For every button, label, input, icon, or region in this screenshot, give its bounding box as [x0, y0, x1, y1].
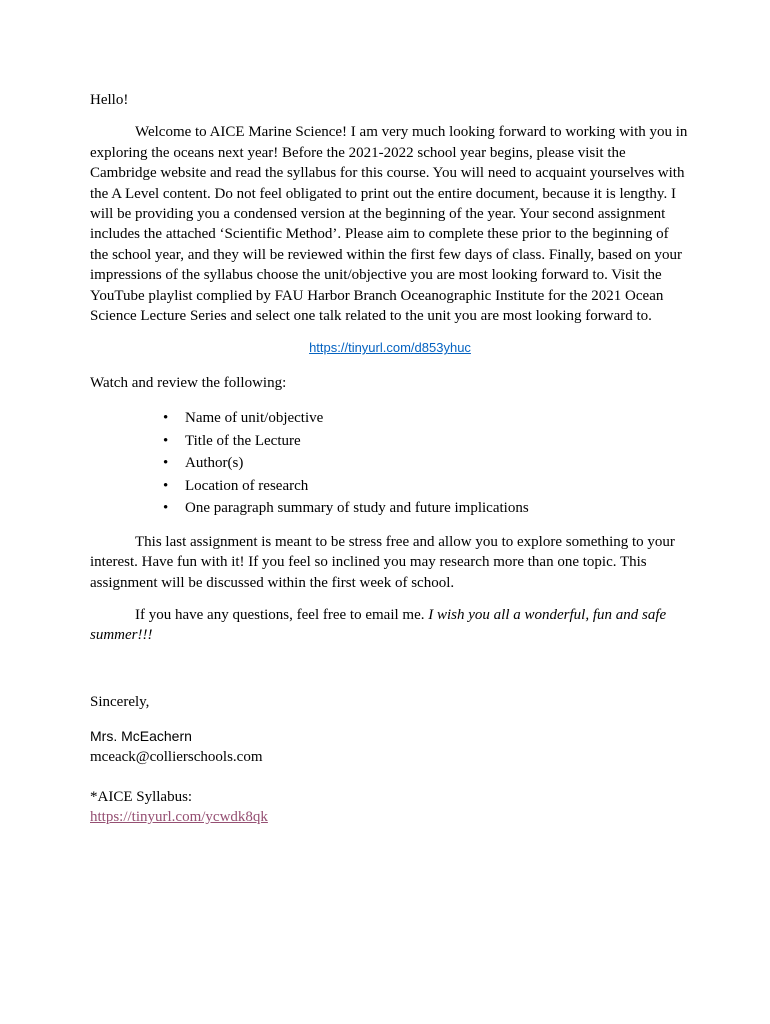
- bullet-icon: •: [163, 432, 169, 449]
- list-item: [163, 497, 690, 520]
- list-item-text: Location of research: [185, 477, 309, 494]
- syllabus-link[interactable]: https://tinyurl.com/ycwdk8qk: [90, 809, 268, 826]
- bullet-icon: •: [163, 500, 169, 517]
- syllabus-label: *AICE Syllabus:: [90, 789, 193, 806]
- syllabus-link-line: [90, 807, 690, 827]
- playlist-link[interactable]: https://tinyurl.com/d853yhuc: [309, 340, 471, 356]
- questions-text: If you have any questions, feel free to email me.: [135, 607, 429, 623]
- contact-email: mceack@collierschools.com: [90, 748, 263, 765]
- summer-wish: I wish you all a wonderful, fun and safe summer!!!: [90, 607, 667, 644]
- closing: Sincerely,: [90, 693, 150, 710]
- review-list: [90, 407, 690, 520]
- list-item: [163, 475, 690, 498]
- greeting: Hello!: [90, 92, 129, 108]
- playlist-link-line: [90, 338, 690, 358]
- list-item: [163, 452, 690, 475]
- assignment-paragraph: This last assignment is meant to be stress free and allow you to explore something to your interest. Have fun with it! If you feel so inclined you may research more than one topic. This assignment will be discussed within the first week of school.: [90, 533, 675, 591]
- intro-paragraph: Welcome to AICE Marine Science! I am very much looking forward to working with you in exploring the oceans next year! Before the 2021-2022 school year begins, please visit the Cambridge website and read the syllabus for this course. You will need to acquaint yourselves with the A Level content. Do not feel obligated to print out the entire document, because it is lengthy. I will be providing you a condensed version at the beginning of the year. Your second assignment includes the attached ‘Scientific Method’. Please aim to complete these prior to the beginning of the school year, and they will be reviewed within the first few days of class. Finally, based on your impressions of the syllabus choose the unit/objective you are most looking forward to. Visit the YouTube playlist complied by FAU Harbor Branch Oceanographic Institute for the 2021 Ocean Science Lecture Series and select one talk related to the unit you are most looking forward to.: [90, 124, 688, 325]
- signature-name: Mrs. McEachern: [90, 728, 192, 745]
- letter-page: [90, 90, 690, 828]
- list-item-text: Name of unit/objective: [185, 410, 324, 427]
- list-item-text: One paragraph summary of study and future implications: [185, 500, 529, 517]
- list-item: [163, 407, 690, 430]
- bullet-icon: •: [163, 455, 169, 472]
- list-item-text: Author(s): [185, 455, 244, 472]
- bullet-icon: •: [163, 410, 169, 427]
- list-item-text: Title of the Lecture: [185, 432, 301, 449]
- bullet-icon: •: [163, 477, 169, 494]
- list-item: [163, 430, 690, 453]
- questions-paragraph: [90, 605, 690, 646]
- watch-intro: Watch and review the following:: [90, 374, 287, 391]
